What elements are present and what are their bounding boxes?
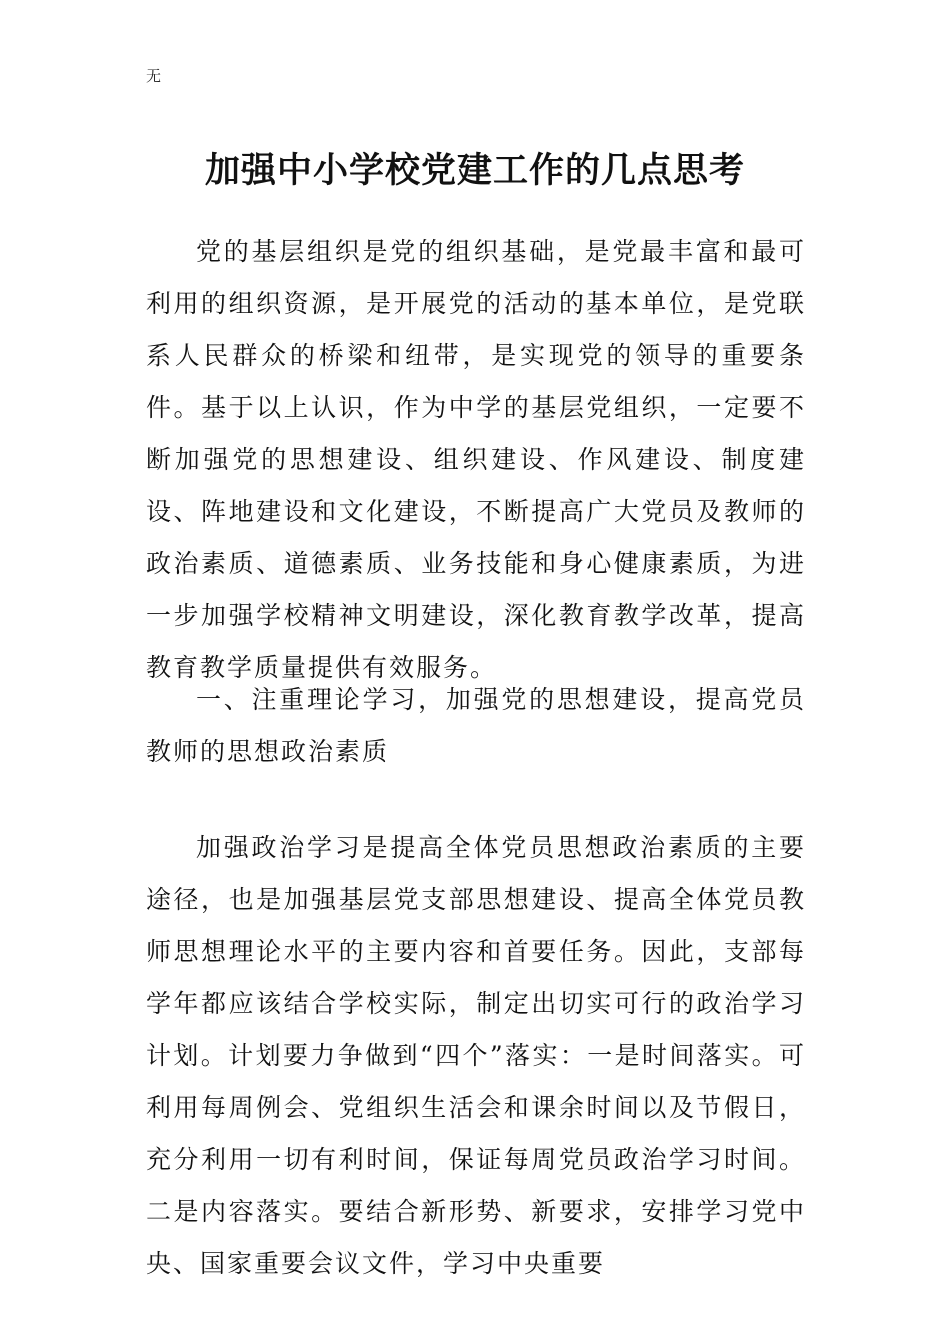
document-title: 加强中小学校党建工作的几点思考 <box>204 150 745 192</box>
section-1-paragraph: 加强政治学习是提高全体党员思想政治素质的主要途径，也是加强基层党支部思想建设、提高全体党员教师思想理论水平的主要内容和首要任务。因此，支部每学年都应该结合学校实际，制定出切实可行的政治学习计划。计划要力争做到“四个”落实：一是时间落实。可利用每周例会、党组织生活会和课余时间以及节假日，充分利用一切有利时间，保证每周党员政治学习时间。二是内容落实。要结合新形势、新要求，安排学习党中央、国家重要会议文件，学习中央重要 <box>146 833 806 1278</box>
section-heading-1: 一、注重理论学习，加强党的思想建设，提高党员教师的思想政治素质 <box>146 685 806 766</box>
header-mark: 无 <box>146 67 162 85</box>
intro-paragraph: 党的基层组织是党的组织基础，是党最丰富和最可利用的组织资源，是开展党的活动的基本单位，是党联系人民群众的桥梁和纽带，是实现党的领导的重要条件。基于以上认识，作为中学的基层党组织，一定要不断加强党的思想建设、组织建设、作风建设、制度建设、阵地建设和文化建设，不断提高广大党员及教师的政治素质、道德素质、业务技能和身心健康素质，为进一步加强学校精神文明建设，深化教育教学改革，提高教育教学质量提供有效服务。 <box>146 237 806 682</box>
